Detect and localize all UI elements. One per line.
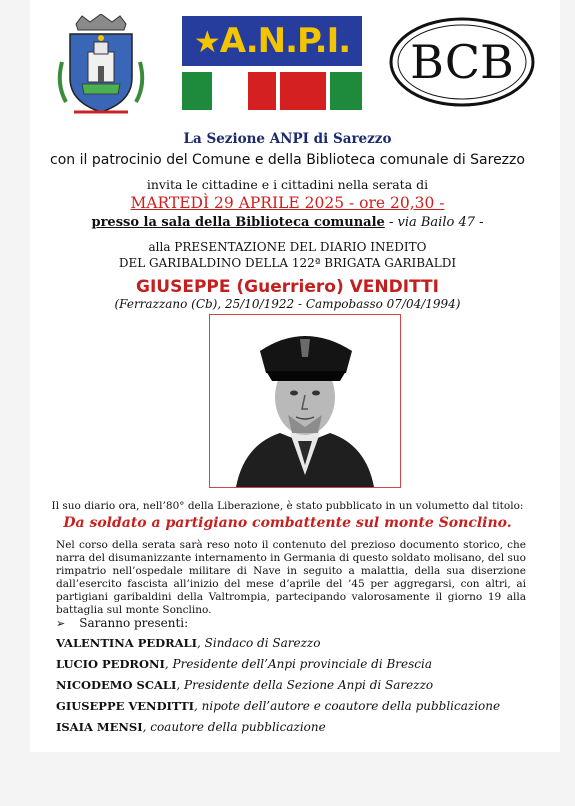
library-bcb-logo xyxy=(388,16,536,108)
guest-name: LUCIO PEDRONI xyxy=(56,657,165,671)
guest-name: VALENTINA PEDRALI xyxy=(56,636,198,650)
description-paragraph: Nel corso della serata sarà reso noto il contenuto del prezioso documento storico, che narra del disumanizzante internamento in Germania di questo soldato molisano, del suo rimpatrio nell’ospedale militare di Nave in seguito a malattia, della sua diserzione dall’esercito fascista all’inizio del mese d’aprile del ’45 per aggregarsi, con altri, ai partigiani garibaldini della Valtrompia, partecipando valorosamente il giorno 19 alla battaglia sul monte Sonclino. xyxy=(56,539,526,616)
guest-item xyxy=(56,720,326,734)
guests-heading-text: Saranno presenti: xyxy=(79,616,189,630)
author-portrait xyxy=(209,314,401,488)
guests-heading xyxy=(56,616,188,630)
anpi-logo-text: A.N.P.I. xyxy=(219,21,351,61)
venue-line xyxy=(0,215,575,230)
guest-item xyxy=(56,699,500,713)
diary-intro: Il suo diario ora, nell’80° della Liberazione, è stato pubblicato in un volumetto dal titolo: xyxy=(51,500,524,512)
author-dates: (Ferrazzano (Cb), 25/10/1922 - Campobasso 07/04/1994) xyxy=(114,297,461,311)
guest-role: , nipote dell’autore e coautore della pubblicazione xyxy=(194,699,501,713)
guest-name: NICODEMO SCALI xyxy=(56,678,177,692)
venue-address: - via Bailo 47 - xyxy=(384,215,484,230)
arrow-bullet-icon: ➢ xyxy=(56,617,66,630)
bcb-logo-text: BCB xyxy=(410,35,514,89)
guest-item xyxy=(56,678,433,692)
tricolor-flag xyxy=(182,72,362,110)
guest-role: , Presidente dell’Anpi provinciale di Brescia xyxy=(164,657,432,671)
logo-row xyxy=(0,0,575,125)
patronage-line: con il patrocinio del Comune e della Biblioteca comunale di Sarezzo xyxy=(50,152,525,168)
invite-line: invita le cittadine e i cittadini nella serata di xyxy=(146,177,429,192)
event-date: MARTEDÌ 29 APRILE 2025 - ore 20,30 - xyxy=(130,194,445,212)
guest-role: , Sindaco di Sarezzo xyxy=(197,636,321,650)
guest-role: , Presidente della Sezione Anpi di Sarezzo xyxy=(176,678,434,692)
anpi-logo xyxy=(182,16,362,94)
portrait-photo-icon xyxy=(210,315,400,487)
guest-name: ISAIA MENSI xyxy=(56,720,143,734)
book-title: Da soldato a partigiano combattente sul monte Sonclino. xyxy=(63,515,512,531)
author-name: GIUSEPPE (Guerriero) VENDITTI xyxy=(136,277,439,297)
guest-item xyxy=(56,636,320,650)
presentation-line-1: alla PRESENTAZIONE DEL DIARIO INEDITO xyxy=(148,240,427,254)
presentation-line-2: DEL GARIBALDINO DELLA 122ª BRIGATA GARIBALDI xyxy=(118,256,457,270)
municipal-crest-icon xyxy=(52,14,150,120)
guest-role: , coautore della pubblicazione xyxy=(142,720,326,734)
venue-name: presso la sala della Biblioteca comunale xyxy=(91,215,385,230)
guest-name: GIUSEPPE VENDITTI xyxy=(56,699,194,713)
anpi-logo-banner xyxy=(182,16,362,66)
star-icon: ★ xyxy=(193,25,220,60)
guest-item xyxy=(56,657,432,671)
organizer-line: La Sezione ANPI di Sarezzo xyxy=(183,131,392,147)
